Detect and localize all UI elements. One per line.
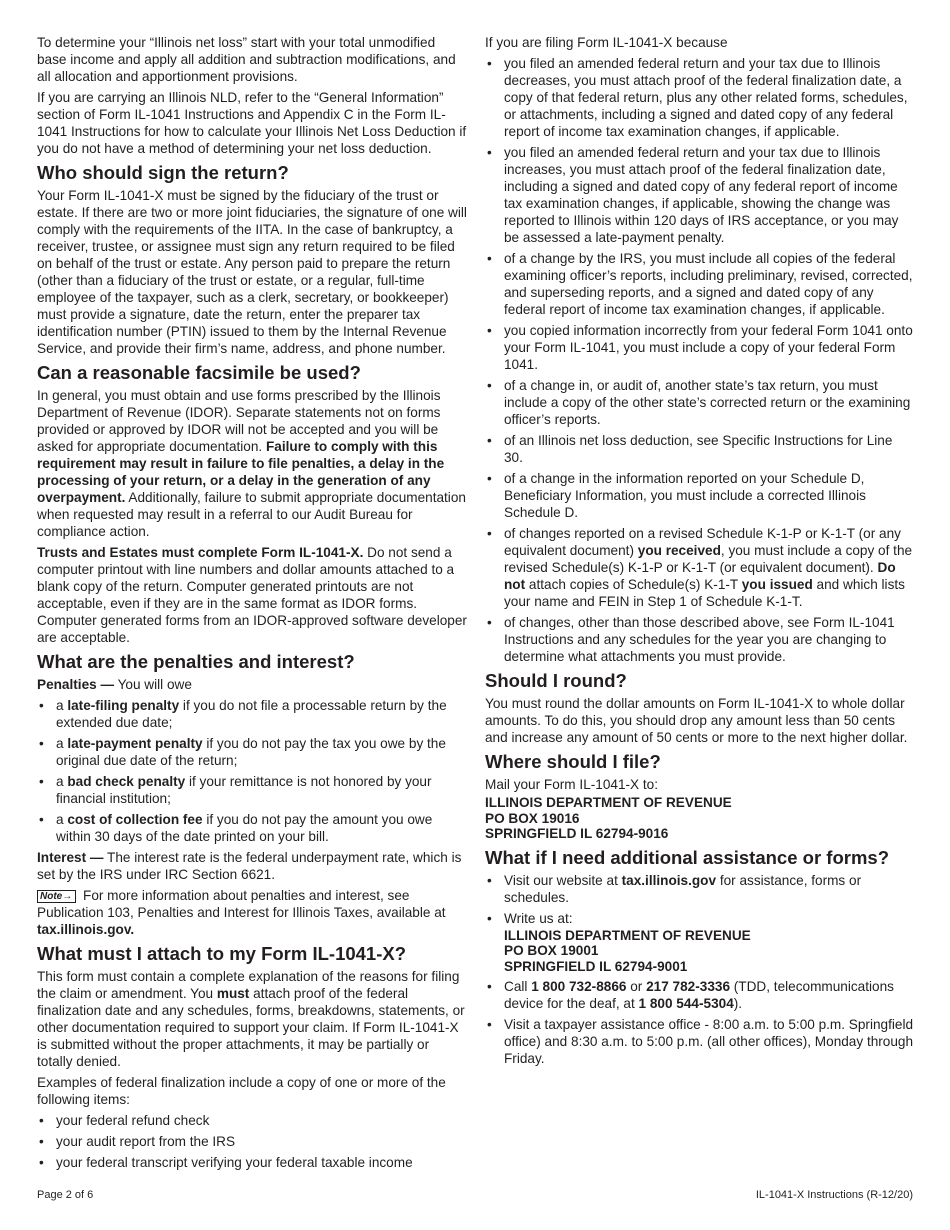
interest-paragraph: Interest — The interest rate is the federal underpayment rate, which is set by the IRS under IRC Section 6621.: [37, 850, 462, 882]
attach-paragraph-2: Examples of federal finalization include a copy of one or more of the following items:: [37, 1075, 446, 1107]
attach-heading: What must I attach to my Form IL-1041-X?: [37, 943, 407, 964]
file-heading: Where should I file?: [485, 751, 661, 772]
facsimile-paragraph-1: In general, you must obtain and use forms prescribed by the Illinois Department of Revenue (IDOR). Separate statements not on forms provided or approved by IDOR will not be accepted and you will be asked for appropriate documentation. Failure to comply with this requirement may result in failure to file penalties, a delay in the processing of your return, or a delay in the generation of any overpayment. Additionally, failure to submit appropriate documentation when requested may result in a referral to our Audit Bureau for compliance action.: [37, 388, 466, 539]
list-item: • of an Illinois net loss deduction, see Specific Instructions for Line 30.: [485, 432, 915, 466]
page-number: Page 2 of 6: [37, 1189, 94, 1201]
sign-paragraph: Your Form IL-1041-X must be signed by the fiduciary of the trust or estate. If there are two or more joint fiduciaries, the signature of one will comply with the requirements of the IITA. In the case of bankruptcy, a receiver, trustee, or assignee must sign any return required to be filed on behalf of the trust or estate. Any person paid to prepare the return (other than a fiduciary of the trust or estate, or a regular, full-time employee of the taxpayer, such as a clerk, secretary, or bookkeeper) must provide a signature, date the return, enter the preparer tax identification number (PTIN) issued to them by the Internal Revenue Service, and provide their firm’s name, address, and phone number.: [37, 188, 467, 356]
list-item-website: • Visit our website at tax.illinois.gov for assistance, forms or schedules.: [485, 872, 915, 906]
list-item-k1: • of changes reported on a revised Schedule K-1-P or K-1-T (or any equivalent document) you received, you must include a copy of the revised Schedule(s) K-1-P or K-1-T (or equivalent document). Do not attach copies of Schedule(s) K-1-T you issued and which lists your name and FEIN in Step 1 of Schedule K-1-T.: [485, 525, 915, 610]
note-paragraph: Note→ For more information about penalties and interest, see Publication 103, Penalties and Interest for Illinois Taxes, available at tax.illinois.gov.: [37, 888, 446, 937]
list-item-call: • Call 1 800 732-8866 or 217 782-3336 (TDD, telecommunications device for the deaf, at 1 800 544-5304).: [485, 978, 915, 1012]
facsimile-paragraph-2: Trusts and Estates must complete Form IL-1041-X. Do not send a computer printout with line numbers and dollar amounts attached to a blank copy of the return. Computer generated printouts are not acceptable, even if they are in the same format as IDOR forms. Computer generated forms from an IDOR-approved software developer are acceptable.: [37, 545, 467, 645]
right-column: [485, 34, 915, 1071]
list-item: • you filed an amended federal return and your tax due to Illinois increases, you must attach proof of the federal finalization date, including a signed and dated copy of any federal report of income tax examination changes, if applicable, showing the change was reported to Illinois within 120 days of IRS acceptance, or you may be assessed a late-payment penalty.: [485, 144, 915, 246]
list-item: • your federal refund check: [37, 1112, 467, 1129]
penalty-item-late-filing: • a late-filing penalty if you do not file a processable return by the extended due date;: [37, 697, 467, 731]
filing-reasons-list: [485, 55, 915, 665]
intro-paragraph-1: To determine your “Illinois net loss” start with your total unmodified base income and apply all addition and subtraction modifications, and all allocation and apportionment provisions.: [37, 35, 456, 84]
list-item: • your audit report from the IRS: [37, 1133, 467, 1150]
penalty-item-collection-fee: • a cost of collection fee if you do not pay the amount you owe within 30 days of the date printed on your bill.: [37, 811, 467, 845]
intro-paragraph-2: If you are carrying an Illinois NLD, refer to the “General Information” section of Form IL-1041 Instructions and Appendix C in the Form IL-1041 Instructions for how to calculate your Illinois Net Loss Deduction if you do not have a method of determining your net loss deduction.: [37, 90, 467, 156]
list-item-office: • Visit a taxpayer assistance office - 8:00 a.m. to 5:00 p.m. Springfield office) and 8:30 a.m. to 5:00 p.m. (all other offices), Monday through Friday.: [485, 1016, 915, 1067]
note-icon: Note→: [37, 890, 76, 903]
filing-lead: If you are filing Form IL-1041-X because: [485, 35, 728, 50]
list-item: • of a change by the IRS, you must include all copies of the federal examining officer’s reports, including preliminary, revised, corrected, and superseding reports, and a signed and dated copy of any federal report of income tax examination changes, if applicable.: [485, 250, 915, 318]
penalties-lead: Penalties — You will owe: [37, 677, 192, 692]
list-item: • of changes, other than those described above, see Form IL-1041 Instructions and any schedules for the year you are changing to determine what attachments you must provide.: [485, 614, 915, 665]
list-item: • of a change in the information reported on your Schedule D, Beneficiary Information, you must include a corrected Illinois Schedule D.: [485, 470, 915, 521]
penalty-item-bad-check: • a bad check penalty if your remittance is not honored by your financial institution;: [37, 773, 467, 807]
website-link[interactable]: tax.illinois.gov: [621, 872, 717, 888]
list-item: • your federal transcript verifying your federal taxable income: [37, 1154, 467, 1171]
round-paragraph: You must round the dollar amounts on Form IL-1041-X to whole dollar amounts. To do this, you should drop any amount less than 50 cents and increase any amount of 50 cents or more to the next higher dollar.: [485, 696, 908, 745]
penalty-item-late-payment: • a late-payment penalty if you do not pay the tax you owe by the original due date of the return;: [37, 735, 467, 769]
list-item: • you copied information incorrectly from your federal Form 1041 onto your Form IL-1041, you must include a copy of your federal Form 1041.: [485, 322, 915, 373]
round-heading: Should I round?: [485, 670, 627, 691]
assistance-list: [485, 872, 915, 1068]
list-item: • you filed an amended federal return and your tax due to Illinois decreases, you must attach proof of the federal finalization date, a copy of that federal return, plus any other related forms, schedules, or attachments, including a signed and dated copy of any federal report of income tax examination changes, if applicable.: [485, 55, 915, 140]
penalties-heading: What are the penalties and interest?: [37, 651, 355, 672]
file-lead: Mail your Form IL-1041-X to:: [485, 777, 659, 792]
assistance-heading: What if I need additional assistance or forms?: [485, 846, 889, 868]
facsimile-heading: Can a reasonable facsimile be used?: [37, 362, 361, 383]
mailing-address: ILLINOIS DEPARTMENT OF REVENUE PO BOX 19016 SPRINGFIELD IL 62794-9016: [485, 795, 732, 841]
attach-paragraph-1: This form must contain a complete explanation of the reasons for filing the claim or amendment. You must attach proof of the federal finalization date and any schedules, forms, breakdowns, statements, or other documentation required to support your claim. If Form IL-1041-X is submitted without the proper attachments, it may be partially or totally denied.: [37, 969, 465, 1069]
correspondence-address: ILLINOIS DEPARTMENT OF REVENUE PO BOX 19001 SPRINGFIELD IL 62794-9001: [504, 927, 751, 974]
list-item: • of a change in, or audit of, another state’s tax return, you must include a copy of the other state’s corrected return or the examining officer’s reports.: [485, 377, 915, 428]
tax-website-link[interactable]: tax.illinois.gov.: [37, 922, 135, 937]
form-revision: IL-1041-X Instructions (R-12/20): [755, 1189, 913, 1201]
sign-heading: Who should sign the return?: [37, 162, 289, 183]
penalties-list: [37, 697, 467, 845]
left-column: [37, 34, 467, 1175]
federal-finalization-list: [37, 1112, 467, 1171]
list-item-write: • Write us at: ILLINOIS DEPARTMENT OF REVENUE PO BOX 19001 SPRINGFIELD IL 62794-9001: [485, 910, 915, 975]
